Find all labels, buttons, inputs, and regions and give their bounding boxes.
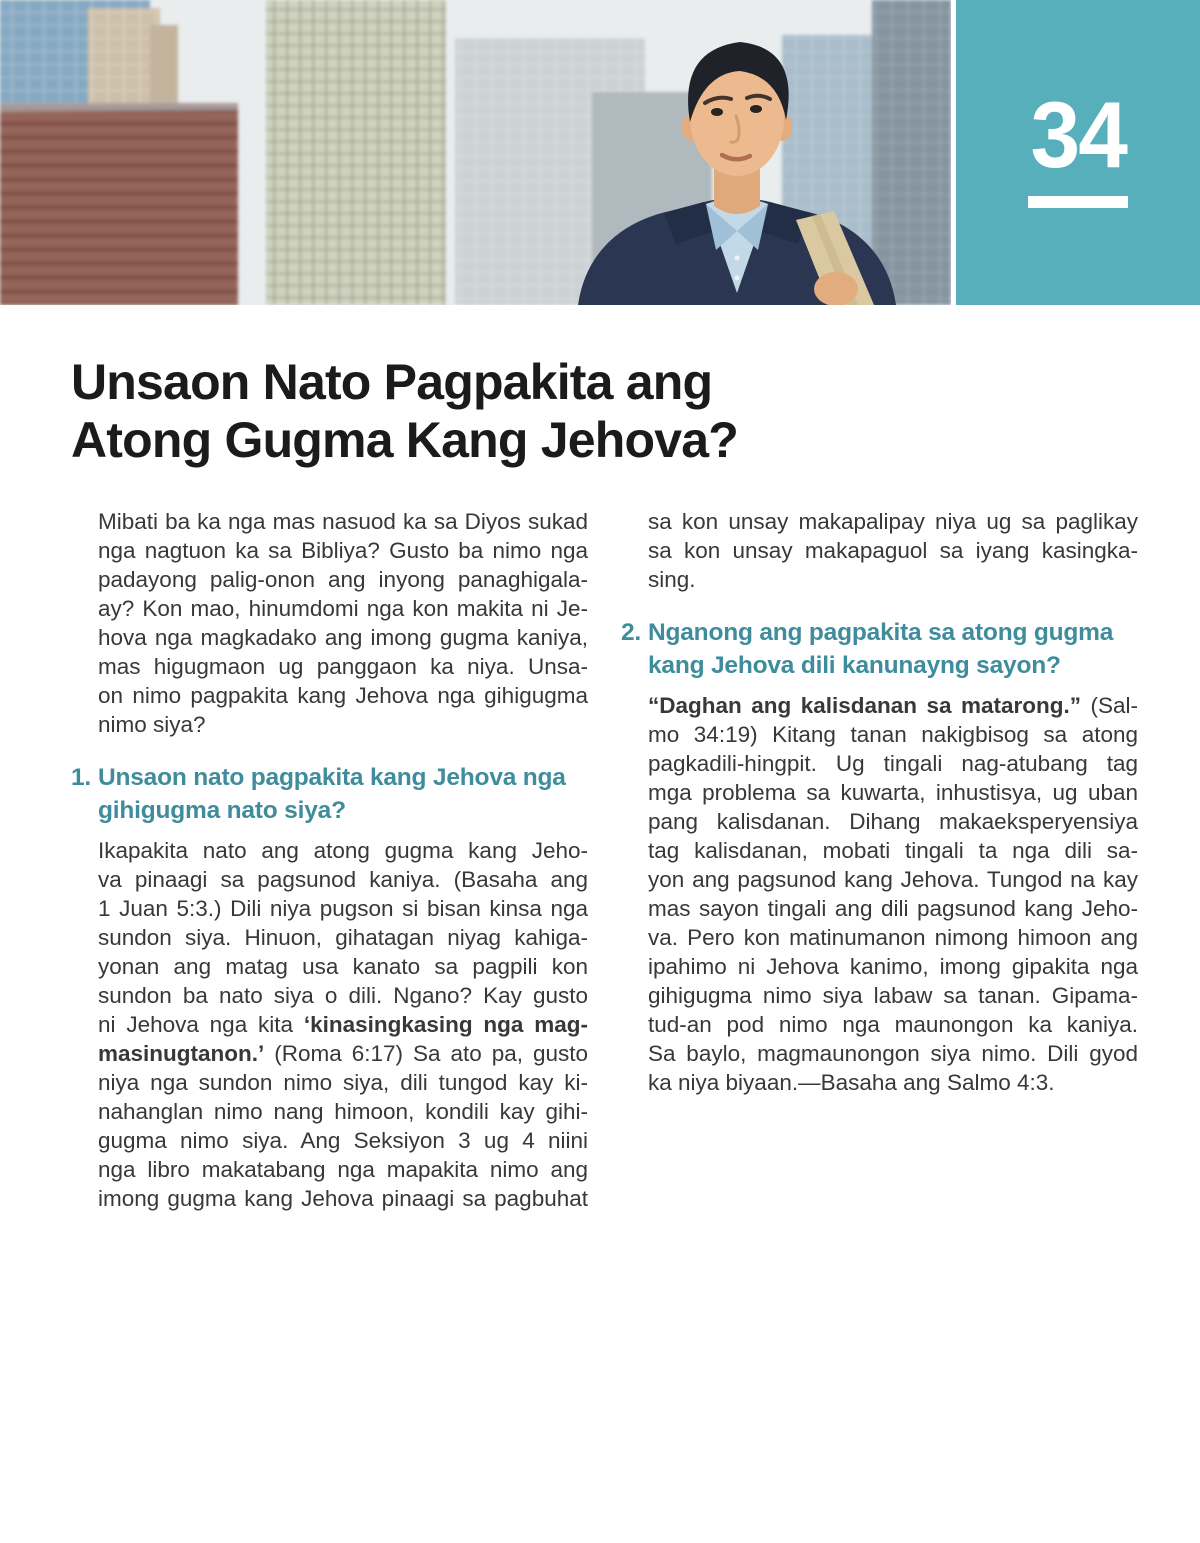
text-line: [98, 1097, 588, 1126]
question-text-line: [648, 616, 1138, 649]
line-text: padayong palig-onon ang inyong panaghigala-: [98, 567, 588, 592]
page-title-line-2: [71, 411, 738, 469]
text-line: [98, 1155, 588, 1184]
column-left: [71, 507, 591, 1213]
line-text: nga libro makatabang nga mapakita nimo ang: [98, 1157, 588, 1182]
line-text: yon ang pagsunod kang Jehova. Tungod na kay: [648, 867, 1138, 892]
question-text-line: [98, 794, 588, 827]
line-text: mo 34:19) Kitang tanan nakigbisog sa atong: [648, 722, 1138, 747]
paragraph: [98, 507, 588, 739]
text-line: [648, 1068, 1138, 1097]
text-line: [98, 681, 588, 710]
text-line: [648, 952, 1138, 981]
line-text: pagkadili-hingpit. Ug tingali nag-atubang tag: [648, 751, 1138, 776]
line-text: nga nagtuon ka sa Bibliya? Gusto ba nimo nga: [98, 538, 588, 563]
text-line: [98, 1010, 588, 1039]
line-text: ka niya biyaan.—Basaha ang Salmo 4:3.: [648, 1070, 1055, 1095]
line-text: hova nga magkadako ang imong gugma kaniya,: [98, 625, 588, 650]
text-line: [98, 1068, 588, 1097]
text-line: [648, 691, 1138, 720]
line-text: sundon siya. Hinuon, gihatagan niyag kahiga-: [98, 925, 588, 950]
text-line: [648, 778, 1138, 807]
text-line: [648, 565, 1138, 594]
text-line: [648, 836, 1138, 865]
text-line: [98, 507, 588, 536]
question-heading: [71, 761, 591, 827]
line-text: Nganong ang pagpakita sa atong gugma: [648, 619, 1114, 646]
question-text: [98, 761, 588, 827]
text-line: [648, 1010, 1138, 1039]
line-text: tud-an pod nimo nga maunongon ka kaniya.: [648, 1012, 1138, 1037]
line-text: tag kalisdanan, mobati tingali ta nga dili sa-: [648, 838, 1138, 863]
text-line: [98, 623, 588, 652]
page-title-line-1: [71, 353, 738, 411]
lesson-number-panel: [956, 0, 1200, 305]
paragraph: [648, 691, 1138, 1097]
line-text: nimo siya?: [98, 712, 206, 737]
text-line: [648, 923, 1138, 952]
line-text: sa kon unsay makapaguol sa iyang kasingka-: [648, 538, 1138, 563]
line-text: mas higugmaon ug panggaon ka niya. Unsa-: [98, 654, 588, 679]
text-line: [648, 749, 1138, 778]
text-line: [98, 836, 588, 865]
line-text: Mibati ba ka nga mas nasuod ka sa Diyos sukad: [98, 509, 588, 534]
text-line: [648, 536, 1138, 565]
text-line: [98, 710, 588, 739]
text-line: [648, 1039, 1138, 1068]
text-line: [648, 894, 1138, 923]
paragraph: [648, 507, 1138, 594]
text-line: [98, 1184, 588, 1213]
text-line: [98, 865, 588, 894]
text-line: [648, 865, 1138, 894]
question-text-line: [98, 761, 588, 794]
line-text: mas sayon tingali ang dili pagsunod kang Jeho-: [648, 896, 1138, 921]
header-photo: [0, 0, 951, 305]
line-text: sing.: [648, 567, 696, 592]
line-text: yonan ang matag usa kanato sa pagpili kon: [98, 954, 588, 979]
line-text: masinugtanon.’ (Roma 6:17) Sa ato pa, gusto: [98, 1041, 588, 1066]
question-number: 1.: [71, 764, 92, 791]
line-text: va pinaagi sa pagsunod kaniya. (Basaha ang: [98, 867, 588, 892]
text-line: [648, 981, 1138, 1010]
text-line: [648, 807, 1138, 836]
text-line: [98, 981, 588, 1010]
question-text-line: [648, 649, 1138, 682]
text-line: [98, 594, 588, 623]
text-line: [98, 536, 588, 565]
line-text: ay? Kon mao, hinumdomi nga kon makita ni Je-: [98, 596, 588, 621]
line-text: Ikapakita nato ang atong gugma kang Jeho-: [98, 838, 588, 863]
line-text: ni Jehova nga kita ‘kinasingkasing nga mag-: [98, 1012, 588, 1037]
page-title-text-2: Atong Gugma Kang Jehova?: [71, 412, 738, 468]
line-text: Unsaon nato pagpakita kang Jehova nga: [98, 764, 566, 791]
text-line: [98, 652, 588, 681]
line-text: kang Jehova dili kanunayng sayon?: [648, 652, 1061, 679]
line-text: sundon ba nato siya o dili. Ngano? Kay gusto: [98, 983, 588, 1008]
text-line: [98, 1126, 588, 1155]
text-line: [648, 507, 1138, 536]
line-text: “Daghan ang kalisdanan sa matarong.” (Sal-: [648, 693, 1138, 718]
paragraph: [98, 836, 588, 1213]
page-title-text-1: Unsaon Nato Pagpakita ang: [71, 354, 713, 410]
line-text: nahanglan nimo nang himoon, kondili kay gihi-: [98, 1099, 588, 1124]
text-line: [648, 720, 1138, 749]
line-text: Sa baylo, magmaunongon siya nimo. Dili gyod: [648, 1041, 1138, 1066]
column-right: [621, 507, 1141, 1097]
text-line: [98, 894, 588, 923]
line-text: gugma nimo siya. Ang Seksiyon 3 ug 4 niini: [98, 1128, 588, 1153]
text-line: [98, 565, 588, 594]
line-text: niya nga sundon nimo siya, dili tungod kay ki-: [98, 1070, 588, 1095]
line-text: on nimo pagpakita kang Jehova nga gihigugma: [98, 683, 588, 708]
text-line: [98, 1039, 588, 1068]
line-text: ipahimo ni Jehova kanimo, imong gipakita nga: [648, 954, 1138, 979]
question-heading: [621, 616, 1141, 682]
line-text: va. Pero kon matinumanon nimong himoon ang: [648, 925, 1138, 950]
question-text: [648, 616, 1138, 682]
line-text: 1 Juan 5:3.) Dili niya pugson si bisan kinsa nga: [98, 896, 588, 921]
lesson-number-underline: [1028, 196, 1128, 208]
page-title: [71, 353, 738, 469]
line-text: gihigugma nimo siya labaw sa tanan. Gipama-: [648, 983, 1138, 1008]
text-line: [98, 952, 588, 981]
line-text: sa kon unsay makapalipay niya ug sa paglikay: [648, 509, 1138, 534]
line-text: pang kalisdanan. Dihang makaeksperyensiya: [648, 809, 1138, 834]
question-number: 2.: [621, 619, 642, 646]
line-text: imong gugma kang Jehova pinaagi sa pagbuhat: [98, 1186, 588, 1211]
line-text: gihigugma nato siya?: [98, 797, 346, 824]
text-line: [98, 923, 588, 952]
line-text: mga problema sa kuwarta, inhustisya, ug uban: [648, 780, 1138, 805]
header-photo-image: [0, 0, 951, 305]
man-hand: [814, 272, 858, 305]
lesson-number: 34: [1030, 82, 1126, 187]
